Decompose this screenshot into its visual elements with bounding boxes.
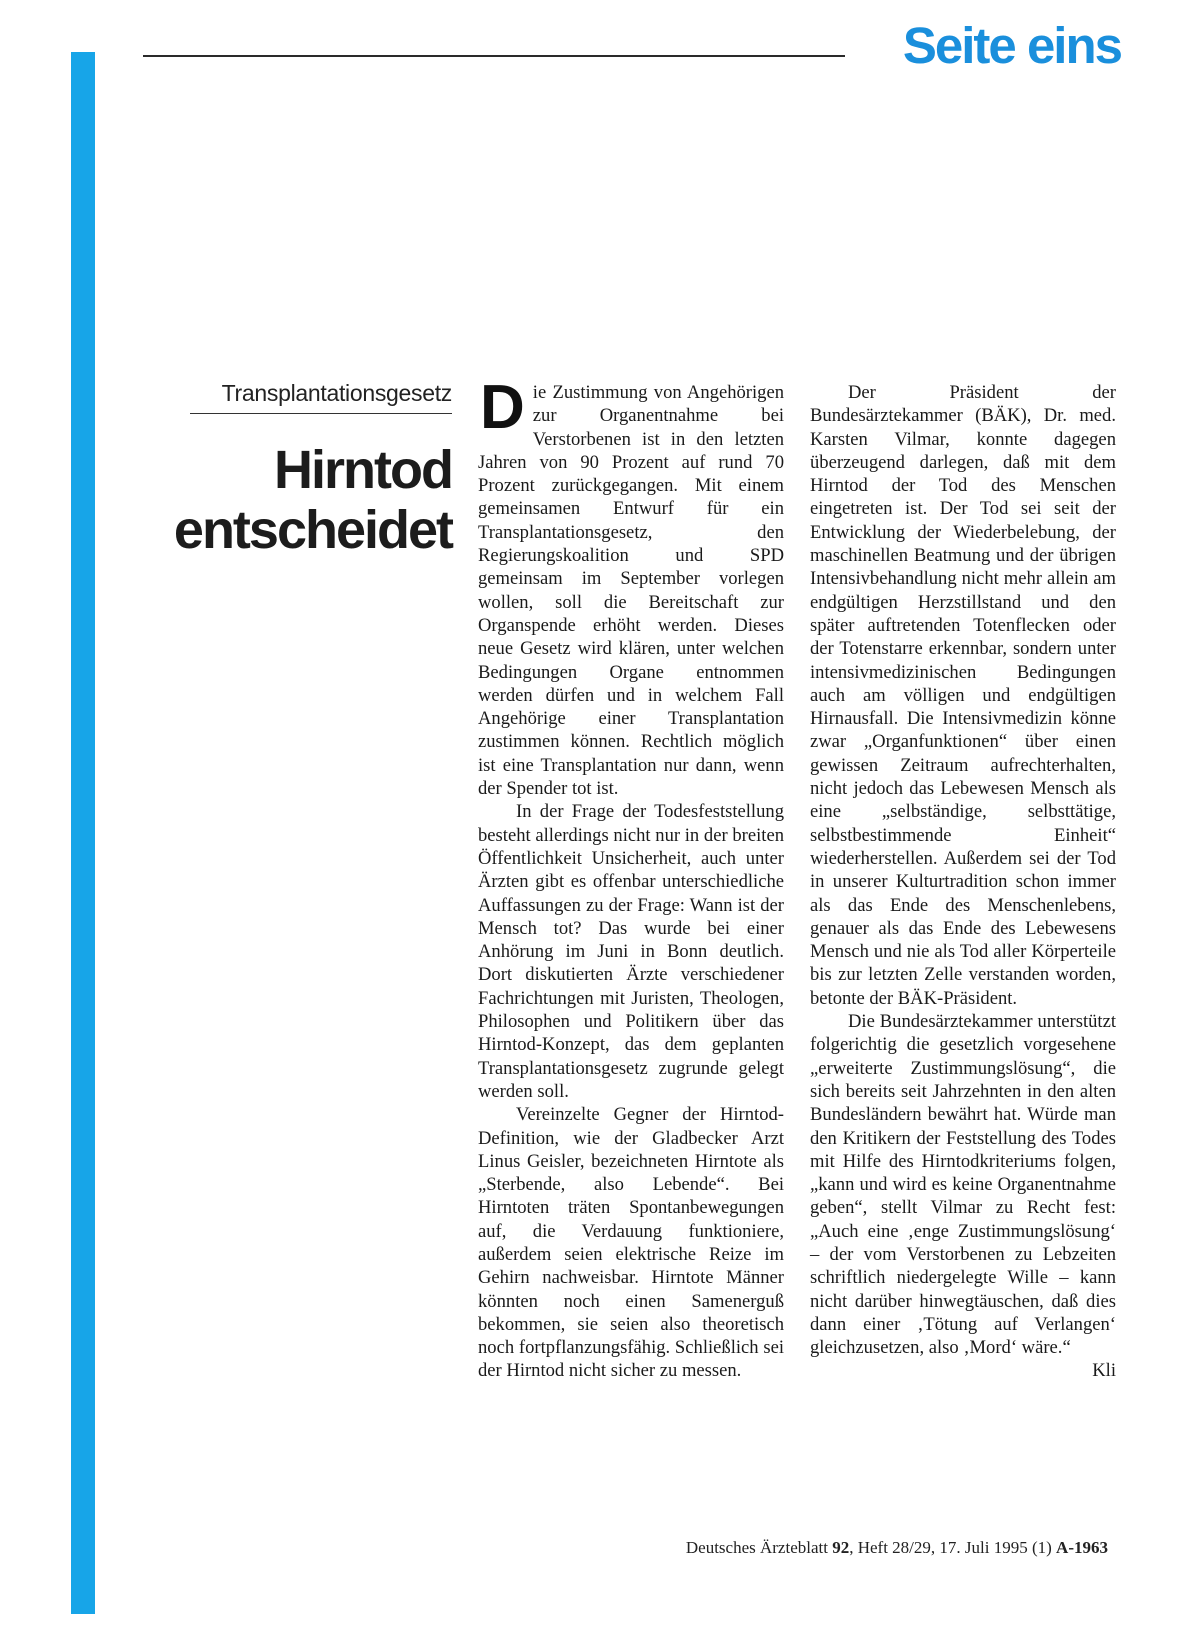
- issue-info: , Heft 28/29, 17. Juli 1995 (1): [849, 1538, 1057, 1557]
- page-number: A-1963: [1056, 1538, 1108, 1557]
- author-signoff: Kli: [1092, 1360, 1116, 1382]
- article-column-2: [810, 381, 1116, 1383]
- article-column-1: [478, 373, 784, 1383]
- article-paragraph: Der Präsident der Bundesärztekammer (BÄK), Dr. med. Karsten Vilmar, konnte dagegen überzeugend darlegen, daß mit dem Hirntod der Tod des Menschen eingetreten ist. Der Tod sei seit der Entwicklung der Wiederbelebung, der maschinellen Beatmung und der übrigen Intensivbehandlung nicht mehr allein am endgültigen Herzstillstand und den später auftretenden Totenflecken oder der Totenstarre erkennbar, sondern unter intensivmedizinischen Bedingungen auch am völligen und endgültigen Hirnausfall. Die Intensivmedizin könne zwar „Organfunktionen“ über einen gewissen Zeitraum aufrechterhalten, nicht jedoch das Lebewesen Mensch als eine „selbständige, selbsttätige, selbstbestimmende Einheit“ wiederherstellen. Außerdem sei der Tod in unserer Kulturtradition schon immer als das Ende des Menschenlebens, genauer als das Ende des Lebewesens Mensch und nie als Tod aller Körperteile bis zur letzten Zelle verstanden worden, betonte der BÄK-Präsident.: [810, 382, 1116, 1009]
- headline-line-2: entscheidet: [173, 500, 452, 560]
- article-kicker: Transplantationsgesetz: [190, 380, 452, 414]
- journal-name: Deutsches Ärzteblatt: [685, 1538, 833, 1557]
- volume-number: 92: [832, 1538, 850, 1557]
- accent-bar: [71, 52, 95, 1614]
- paragraph-text: ie Zustimmung von Angehörigen zur Organentnahme bei Verstorbenen ist in den letzten Jahren von 90 Prozent auf rund 70 Prozent zurückgegangen. Mit einem gemeinsamen Entwurf für ein Transplantationsgesetz, den Regierungskoalition und SPD gemeinsam im September vorlegen wollen, soll die Bereitschaft zur Organspende erhöht werden. Dieses neue Gesetz wird klären, unter welchen Bedingungen Organe entnommen werden dürfen und in welchem Fall Angehörige einer Transplantation zustimmen können. Rechtlich möglich ist eine Transplantation nur dann, wenn der Spender tot ist.: [478, 382, 784, 800]
- article-paragraph: Vereinzelte Gegner der Hirntod-Definition, wie der Gladbecker Arzt Linus Geisler, bezeichneten Hirntote als „Sterbende, also Lebende“. Bei Hirntoten träten Spontanbewegungen auf, die Verdauung funktioniere, außerdem seien elektrische Reize im Gehirn nachweisbar. Hirntote Männer könnten noch einen Samenerguß bekommen, sie seien also theoretisch noch fortpflanzungsfähig. Schließlich sei der Hirntod nicht sicher zu messen.: [478, 1104, 784, 1382]
- article-headline: [120, 440, 452, 560]
- drop-cap: D: [480, 373, 525, 442]
- article-paragraph: [810, 1010, 1116, 1382]
- page-footer: [686, 1538, 1108, 1558]
- paragraph-text: Die Bundesärztekammer unterstützt folgerichtig die gesetzlich vorgesehene „erweiterte Zustimmungslösung“, die sich bereits seit Jahrzehnten in den alten Bundesländern bewährt hat. Würde man den Kritikern der Feststellung des Todes mit Hilfe des Hirntodkriteriums folgen, „kann und wird es keine Organentnahme geben“, stellt Vilmar zu Recht fest: „Auch eine ‚enge Zustimmungslösung‘ – der vom Verstorbenen zu Lebzeiten schriftlich niedergelegte Wille – kann nicht darüber hinwegtäuschen, daß dies dann einer ‚Tötung auf Verlangen‘ gleichzusetzen, also ‚Mord‘ wäre.“: [810, 1011, 1116, 1359]
- header-rule: [143, 55, 845, 57]
- article-paragraph: In der Frage der Todesfeststellung besteht allerdings nicht nur in der breiten Öffentlichkeit Unsicherheit, auch unter Ärzten gibt es offenbar unterschiedliche Auffassungen zu der Frage: Wann ist der Mensch tot? Das wurde bei einer Anhörung im Juni in Bonn deutlich. Dort diskutierten Ärzte verschiedener Fachrichtungen mit Juristen, Theologen, Philosophen und Politikern über das Hirntod-Konzept, das dem geplanten Transplantationsgesetz zugrunde gelegt werden soll.: [478, 801, 784, 1102]
- headline-line-1: Hirntod: [274, 440, 452, 500]
- section-title: Seite eins: [902, 17, 1121, 74]
- article-paragraph: [478, 373, 784, 800]
